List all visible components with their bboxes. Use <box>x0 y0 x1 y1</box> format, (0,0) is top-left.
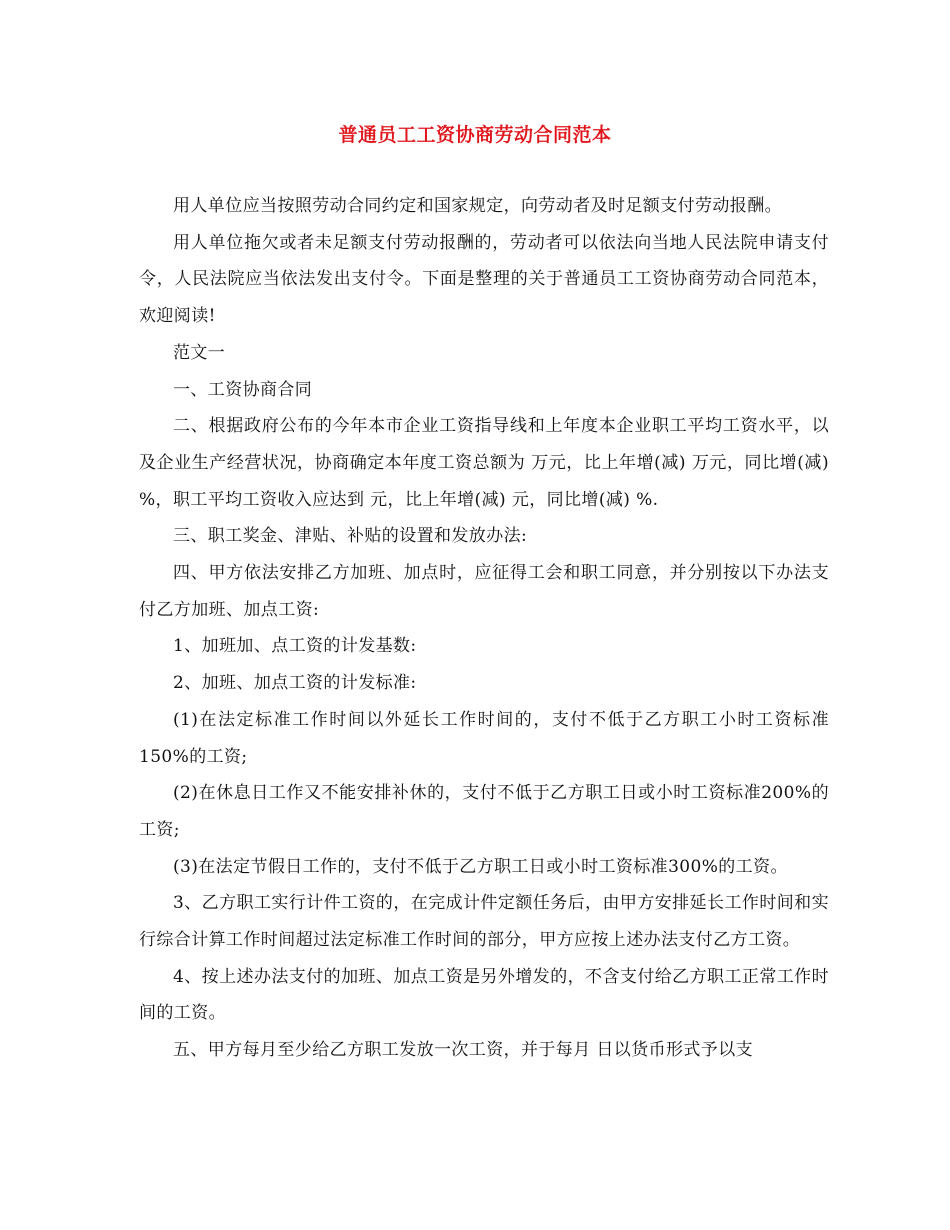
paragraph: (1)在法定标准工作时间以外延长工作时间的，支付不低于乙方职工小时工资标准150%的工资; <box>139 709 829 767</box>
paragraph: (2)在休息日工作又不能安排补休的，支付不低于乙方职工日或小时工资标准200%的工资; <box>139 783 829 840</box>
paragraph: 用人单位拖欠或者未足额支付劳动报酬的，劳动者可以依法向当地人民法院申请支付令，人民法院应当依法发出支付令。下面是整理的关于普通员工工资协商劳动合同范本，欢迎阅读! <box>139 232 829 327</box>
paragraph: 二、根据政府公布的今年本市企业工资指导线和上年度本企业职工平均工资水平，以及企业生产经营状况，协商确定本年度工资总额为 万元，比上年增(减) 万元，同比增(减) %，职工平均工资收入应达到 元，比上年增(减) 元，同比增(减) %. <box>139 416 829 510</box>
document-title: 普通员工工资协商劳动合同范本 <box>338 124 612 146</box>
paragraph: 一、工资协商合同 <box>173 379 313 400</box>
paragraph: 2、加班、加点工资的计发标准: <box>173 673 417 694</box>
paragraph: 用人单位应当按照劳动合同约定和国家规定，向劳动者及时足额支付劳动报酬。 <box>173 196 782 216</box>
document-body <box>139 188 829 1069</box>
paragraph: 三、职工奖金、津贴、补贴的设置和发放办法: <box>173 526 528 547</box>
paragraph: 范文一 <box>173 342 226 363</box>
paragraph: (3)在法定节假日工作的，支付不低于乙方职工日或小时工资标准300%的工资。 <box>173 856 788 877</box>
paragraph: 四、甲方依法安排乙方加班、加点时，应征得工会和职工同意，并分别按以下办法支付乙方加班、加点工资: <box>139 563 829 620</box>
paragraph: 4、按上述办法支付的加班、加点工资是另外增发的，不含支付给乙方职工正常工作时间的工资。 <box>139 966 829 1024</box>
paragraph: 1、加班加、点工资的计发基数: <box>173 636 417 657</box>
paragraph: 五、甲方每月至少给乙方职工发放一次工资，并于每月 日以货币形式予以支 <box>173 1040 754 1061</box>
paragraph: 3、乙方职工实行计件工资的，在完成计件定额任务后，由甲方安排延长工作时间和实行综合计算工作时间超过法定标准工作时间的部分，甲方应按上述办法支付乙方工资。 <box>139 893 829 951</box>
